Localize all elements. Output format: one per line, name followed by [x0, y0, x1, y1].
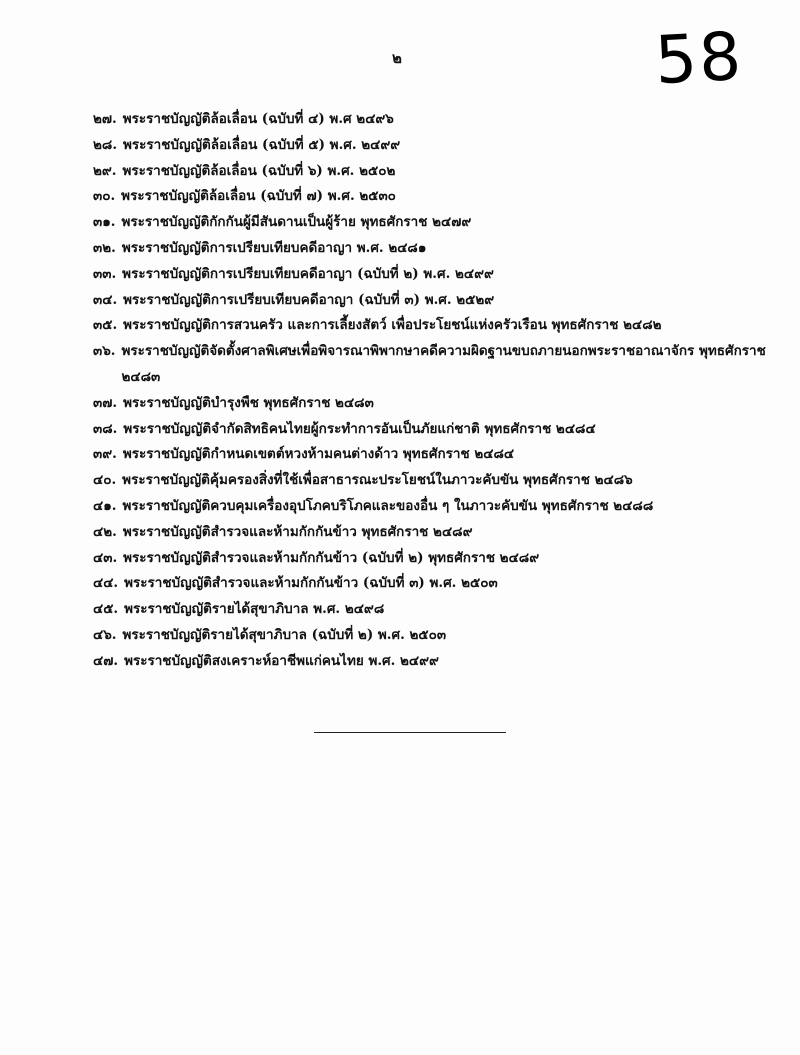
law-item [93, 133, 793, 159]
law-item-title: พระราชบัญญัติกำหนดเขตต์หวงห้ามคนต่างด้าว พุทธศักราช ๒๔๘๔ [122, 446, 515, 463]
law-item-title: พระราชบัญญัติล้อเลื่อน (ฉบับที่ ๖) พ.ศ. ๒๕๐๒ [122, 162, 396, 179]
law-item [93, 520, 793, 546]
law-item-number: ๔๓. [93, 549, 118, 566]
law-item-title: พระราชบัญญัติล้อเลื่อน (ฉบับที่ ๕) พ.ศ. ๒๔๙๙ [123, 136, 401, 153]
law-item-number: ๔๖. [93, 626, 117, 643]
law-item [93, 159, 793, 185]
handwritten-page-number: 58 [653, 17, 745, 100]
law-item-number: ๓๓. [93, 265, 117, 282]
law-item-number: ๒๘. [93, 136, 118, 153]
law-list [93, 107, 793, 675]
law-item [93, 649, 793, 675]
law-item-title: พระราชบัญญัติจำกัดสิทธิคนไทยผู้กระทำการอันเป็นภัยแก่ชาติ พุทธศักราช ๒๔๘๔ [123, 420, 596, 437]
law-item-title: พระราชบัญญัติการเปรียบเทียบคดีอาญา พ.ศ. ๒๔๘๑ [121, 239, 427, 256]
law-item-number: ๓๖. [93, 343, 116, 360]
law-item [93, 236, 793, 262]
law-item-title: พระราชบัญญัติสงเคราะห์อาชีพแก่คนไทย พ.ศ. ๒๔๙๙ [124, 652, 439, 669]
law-item [93, 571, 793, 597]
law-item-title: พระราชบัญญัติสำรวจและห้ามกักกันข้าว พุทธศักราช ๒๔๘๙ [122, 523, 473, 540]
law-item-title: พระราชบัญญัติรายได้สุขาภิบาล พ.ศ. ๒๔๙๘ [124, 601, 385, 618]
law-item-title: พระราชบัญญัติบำรุงพืช พุทธศักราช ๒๔๘๓ [123, 394, 374, 411]
law-item-number: ๔๔. [93, 575, 119, 592]
law-item-title: พระราชบัญญัติการเปรียบเทียบคดีอาญา (ฉบับที่ ๓) พ.ศ. ๒๕๒๙ [123, 291, 495, 308]
law-item-number: ๓๒. [93, 239, 116, 256]
law-item-title: พระราชบัญญัติสำรวจและห้ามกักกันข้าว (ฉบับที่ ๒) พุทธศักราช ๒๔๘๙ [123, 549, 540, 566]
law-item-title: พระราชบัญญัติล้อเลื่อน (ฉบับที่ ๔) พ.ศ ๒๔๙๖ [122, 111, 394, 127]
law-item [93, 597, 793, 623]
law-item-number: ๔๗. [93, 652, 119, 669]
law-item [93, 288, 793, 314]
law-item-title: พระราชบัญญัติกักกันผู้มีสันดานเป็นผู้ร้าย พุทธศักราช ๒๔๗๙ [121, 214, 472, 231]
law-item-number: ๓๙. [93, 446, 117, 463]
law-item [93, 184, 793, 210]
law-item-number: ๓๑. [93, 214, 116, 231]
page-number: ๒ [392, 49, 402, 67]
law-item [93, 442, 793, 468]
law-item [93, 313, 793, 339]
law-item-number: ๓๗. [93, 394, 118, 411]
law-item [93, 339, 793, 391]
law-item-title: พระราชบัญญัติสำรวจและห้ามกักกันข้าว (ฉบับที่ ๓) พ.ศ. ๒๕๐๓ [124, 575, 498, 592]
law-item [93, 623, 793, 649]
law-item-title: พระราชบัญญัติการสวนครัว และการเลี้ยงสัตว์ เพื่อประโยชน์แห่งครัวเรือน พุทธศักราช ๒๔๘๒ [123, 317, 662, 334]
law-item-title: พระราชบัญญัติการเปรียบเทียบคดีอาญา (ฉบับที่ ๒) พ.ศ. ๒๔๙๙ [122, 265, 494, 282]
law-item-title: พระราชบัญญัติรายได้สุขาภิบาล (ฉบับที่ ๒) พ.ศ. ๒๕๐๓ [122, 626, 447, 643]
law-item [93, 417, 793, 443]
law-item-number: ๓๕. [93, 317, 118, 334]
law-item-title: พระราชบัญญัติคุ้มครองสิ่งที่ใช้เพื่อสาธารณะประโยชน์ในภาวะคับขัน พุทธศักราช ๒๔๘๖ [122, 472, 633, 489]
law-item-number: ๔๕. [93, 601, 119, 618]
law-item [93, 468, 793, 494]
law-item-title: พระราชบัญญัติจัดตั้งศาลพิเศษเพื่อพิจารณาพิพากษาคดีความผิดฐานขบถภายนอกพระราชอาณาจักร พุทธศักราช ๒๔๘๓ [121, 343, 766, 385]
law-item [93, 546, 793, 572]
law-item-number: ๓๘. [93, 420, 118, 437]
law-item-number: ๓๐. [93, 188, 116, 205]
law-item-number: ๔๒. [93, 523, 117, 540]
law-item-number: ๔๑. [93, 497, 117, 514]
law-item-number: ๒๗. [93, 111, 117, 127]
law-item [93, 391, 793, 417]
end-divider-line [314, 732, 506, 733]
law-item-title: พระราชบัญญัติล้อเลื่อน (ฉบับที่ ๗) พ.ศ. ๒๕๓๐ [121, 188, 396, 205]
law-item-number: ๓๔. [93, 291, 118, 308]
law-item [93, 262, 793, 288]
law-item-number: ๒๙. [93, 162, 117, 179]
law-item-title: พระราชบัญญัติควบคุมเครื่องอุปโภคบริโภคและของอื่น ๆ ในภาวะคับขัน พุทธศักราช ๒๔๘๘ [122, 497, 654, 514]
law-item [93, 494, 793, 520]
law-item-number: ๔๐. [93, 472, 117, 489]
law-item [93, 107, 793, 133]
law-item [93, 210, 793, 236]
